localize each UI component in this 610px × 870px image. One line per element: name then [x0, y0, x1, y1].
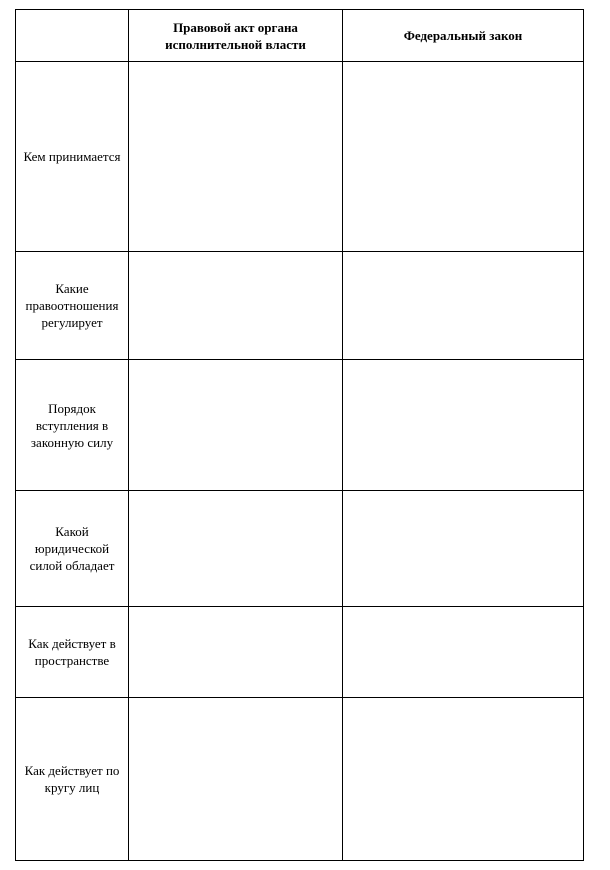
row-label: Как действует по кругу лиц: [24, 763, 120, 795]
exec-act-cell[interactable]: [129, 491, 343, 607]
federal-law-cell[interactable]: [343, 360, 584, 491]
row-label-cell: [16, 62, 129, 252]
table-row: [16, 252, 584, 360]
header-federal-law: Федеральный закон: [343, 10, 584, 62]
table-header-row: [16, 10, 584, 62]
exec-act-cell[interactable]: [129, 62, 343, 252]
table-row: [16, 607, 584, 698]
federal-law-cell[interactable]: [343, 252, 584, 360]
row-label: Какой юридической силой обладает: [29, 524, 115, 573]
row-label-cell: [16, 491, 129, 607]
exec-act-cell[interactable]: [129, 252, 343, 360]
federal-law-cell[interactable]: [343, 698, 584, 861]
row-label: Порядок вступления в законную силу: [30, 400, 114, 450]
table-row: [16, 491, 584, 607]
row-label-cell: [16, 360, 129, 491]
table-row: [16, 62, 584, 252]
federal-law-cell[interactable]: [343, 62, 584, 252]
comparison-table: [15, 9, 584, 861]
row-label: Как действует в пространстве: [28, 636, 116, 668]
row-label: Кем принимается: [23, 149, 121, 164]
row-label-cell: [16, 607, 129, 698]
exec-act-cell[interactable]: [129, 360, 343, 491]
row-label-cell: [16, 698, 129, 861]
header-exec-act: Правовой акт органа исполнительной власти: [129, 10, 343, 62]
row-label: Какие правоотношения регулирует: [25, 281, 119, 330]
exec-act-cell[interactable]: [129, 607, 343, 698]
table-row: [16, 360, 584, 491]
federal-law-cell[interactable]: [343, 491, 584, 607]
federal-law-cell[interactable]: [343, 607, 584, 698]
exec-act-cell[interactable]: [129, 698, 343, 861]
row-label-cell: [16, 252, 129, 360]
table-row: [16, 698, 584, 861]
header-corner-cell: [16, 10, 129, 62]
